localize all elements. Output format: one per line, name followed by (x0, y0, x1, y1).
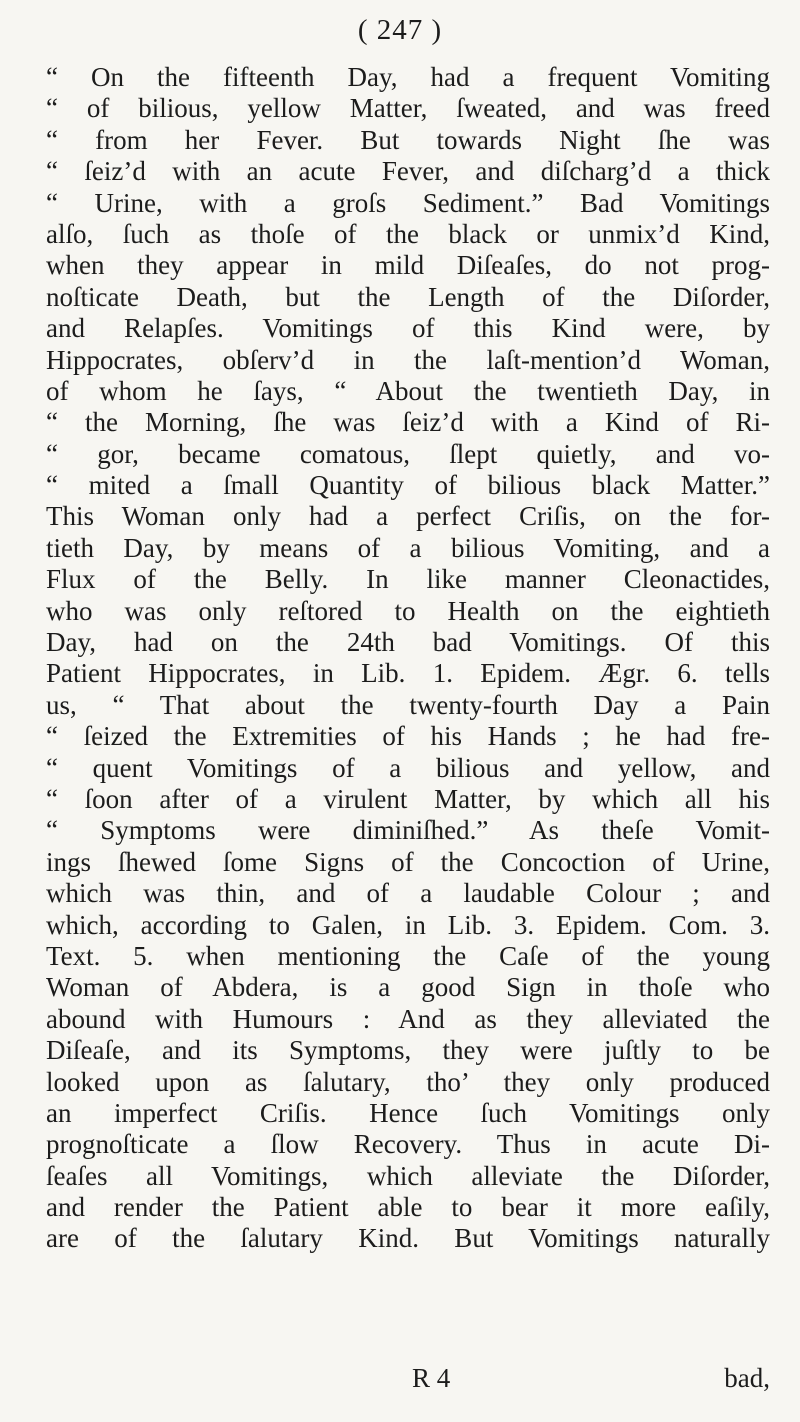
text-line: Hippocrates, obſerv’d in the laſt-mention’d Woman, (46, 344, 770, 375)
text-line: “ quent Vomitings of a bilious and yellow, and (46, 752, 770, 783)
text-line: an imperfect Criſis. Hence ſuch Vomitings only (46, 1097, 770, 1128)
text-line: Woman of Abdera, is a good Sign in thoſe who (46, 972, 770, 1003)
body-text (46, 62, 770, 1255)
text-line: abound with Humours : And as they alleviated the (46, 1003, 770, 1034)
text-line: Day, had on the 24th bad Vomitings. Of this (46, 627, 770, 658)
text-line: ings ſhewed ſome Signs of the Concoction of Urine, (46, 846, 770, 877)
text-line: and Relapſes. Vomitings of this Kind were, by (46, 313, 770, 344)
text-line: “ ſeized the Extremities of his Hands ; he had fre- (46, 721, 770, 752)
text-line: “ On the fifteenth Day, had a frequent Vomiting (46, 62, 770, 92)
text-line: “ of bilious, yellow Matter, ſweated, and was freed (46, 93, 770, 124)
text-line: which, according to Galen, in Lib. 3. Epidem. Com. 3. (46, 909, 770, 940)
text-line: “ ſeiz’d with an acute Fever, and diſcharg’d a thick (46, 156, 770, 187)
text-line: who was only reſtored to Health on the eightieth (46, 595, 770, 626)
text-line: Flux of the Belly. In like manner Cleonactides, (46, 564, 770, 595)
signature-mark: R 4 (412, 1363, 451, 1393)
text-line: Patient Hippocrates, in Lib. 1. Epidem. Ægr. 6. tells (46, 658, 770, 689)
text-line: when they appear in mild Diſeaſes, do not prog- (46, 250, 770, 281)
text-line: “ from her Fever. But towards Night ſhe was (46, 124, 770, 155)
page-number: ( 247 ) (357, 14, 443, 46)
text-line: ſeaſes all Vomitings, which alleviate the Diſorder, (46, 1160, 770, 1191)
text-line: This Woman only had a perfect Criſis, on the for- (46, 501, 770, 532)
text-line: of whom he ſays, “ About the twentieth Day, in (46, 375, 770, 406)
text-line: and render the Patient able to bear it more eaſily, (46, 1192, 770, 1223)
text-line: “ gor, became comatous, ſlept quietly, and vo- (46, 438, 770, 469)
text-line: which was thin, and of a laudable Colour ; and (46, 878, 770, 909)
text-line: “ mited a ſmall Quantity of bilious black Matter.” (46, 470, 770, 501)
text-line: Text. 5. when mentioning the Caſe of the young (46, 940, 770, 971)
text-line: tieth Day, by means of a bilious Vomiting, and a (46, 532, 770, 563)
catchword: bad, (724, 1363, 770, 1393)
text-line: noſticate Death, but the Length of the Diſorder, (46, 281, 770, 312)
text-line: alſo, ſuch as thoſe of the black or unmix’d Kind, (46, 218, 770, 249)
text-line: are of the ſalutary Kind. But Vomitings naturally (46, 1223, 770, 1254)
text-line: “ ſoon after of a virulent Matter, by which all his (46, 783, 770, 814)
text-line: “ the Morning, ſhe was ſeiz’d with a Kind of Ri- (46, 407, 770, 438)
text-line: prognoſticate a ſlow Recovery. Thus in acute Di- (46, 1129, 770, 1160)
text-line: “ Symptoms were diminiſhed.” As theſe Vomit- (46, 815, 770, 846)
text-line: us, “ That about the twenty-fourth Day a Pain (46, 689, 770, 720)
text-line: “ Urine, with a groſs Sediment.” Bad Vomitings (46, 187, 770, 218)
text-line: Diſeaſe, and its Symptoms, they were juſtly to be (46, 1035, 770, 1066)
text-line: looked upon as ſalutary, tho’ they only produced (46, 1066, 770, 1097)
